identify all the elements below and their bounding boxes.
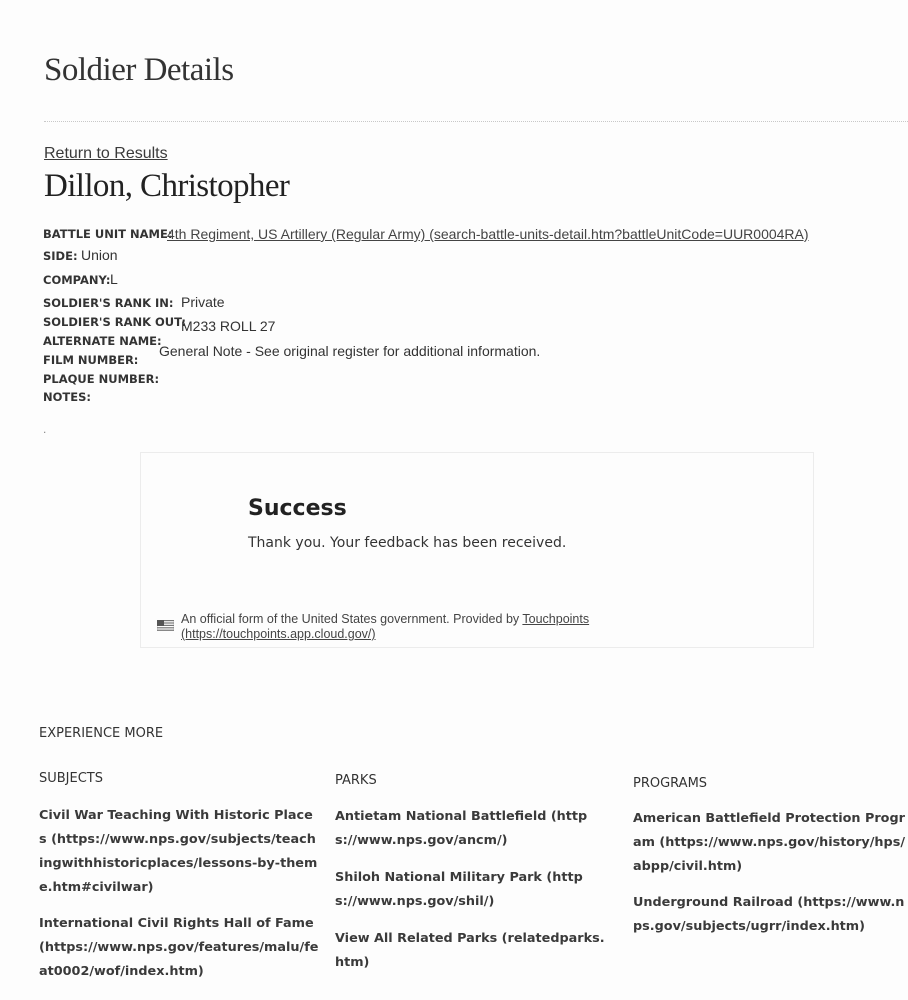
success-message: Thank you. Your feedback has been received. xyxy=(248,535,567,551)
rank-out-value: M233 ROLL 27 xyxy=(181,318,276,334)
touchpoints-link[interactable]: Touchpoints (https://touchpoints.app.cloud.gov/) xyxy=(181,612,590,641)
experience-more-heading: EXPERIENCE MORE xyxy=(39,726,164,741)
rank-in-value: Private xyxy=(181,294,225,310)
park-link-shiloh[interactable]: Shiloh National Military Park (https://www.nps.gov/shil/) xyxy=(335,870,583,909)
page-title: Soldier Details xyxy=(44,52,234,88)
program-link-battlefield-protection[interactable]: American Battlefield Protection Program (https://www.nps.gov/history/hps/abpp/civil.htm) xyxy=(633,811,905,874)
programs-heading: PROGRAMS xyxy=(633,776,708,791)
separator-dot: . xyxy=(43,422,47,436)
film-number-label: FILM NUMBER: xyxy=(43,353,139,367)
subject-link-civil-rights-hall[interactable]: International Civil Rights Hall of Fame (https://www.nps.gov/features/malu/feat0002/wof/index.htm) xyxy=(39,916,319,979)
subject-link-civil-war-teaching[interactable]: Civil War Teaching With Historic Places (https://www.nps.gov/subjects/teachingwithhistoricplaces/lessons-by-theme.htm#civilwar) xyxy=(39,808,318,895)
return-to-results-link[interactable]: Return to Results xyxy=(44,145,168,162)
subjects-heading: SUBJECTS xyxy=(39,771,104,786)
battle-unit-link[interactable]: 4th Regiment, US Artillery (Regular Army) (search-battle-units-detail.htm?battleUnitCode=UUR0004RA) xyxy=(167,226,809,242)
us-flag-icon xyxy=(157,620,174,631)
battle-unit-label: BATTLE UNIT NAME: xyxy=(43,227,173,241)
side-value: Union xyxy=(81,247,118,263)
plaque-number-label: PLAQUE NUMBER: xyxy=(43,372,160,386)
soldier-name: Dillon, Christopher xyxy=(44,168,290,204)
park-link-antietam[interactable]: Antietam National Battlefield (https://www.nps.gov/ancm/) xyxy=(335,809,588,848)
side-label: SIDE: xyxy=(43,249,78,263)
rank-in-label: SOLDIER'S RANK IN: xyxy=(43,296,174,310)
rank-out-label: SOLDIER'S RANK OUT: xyxy=(43,315,186,329)
view-all-parks-link[interactable]: View All Related Parks (relatedparks.htm) xyxy=(335,931,605,970)
alternate-name-label: ALTERNATE NAME: xyxy=(43,334,162,348)
general-note-value: General Note - See original register for additional information. xyxy=(159,343,541,359)
company-label: COMPANY: xyxy=(43,273,111,287)
parks-heading: PARKS xyxy=(335,773,377,788)
government-form-text: An official form of the United States government. Provided by xyxy=(181,612,523,626)
program-link-underground-railroad[interactable]: Underground Railroad (https://www.nps.gov/subjects/ugrr/index.htm) xyxy=(633,895,905,934)
success-title: Success xyxy=(248,496,347,521)
government-form-note xyxy=(181,612,641,642)
title-divider xyxy=(44,121,908,122)
notes-label: NOTES: xyxy=(43,390,91,404)
company-value: L xyxy=(110,271,118,287)
